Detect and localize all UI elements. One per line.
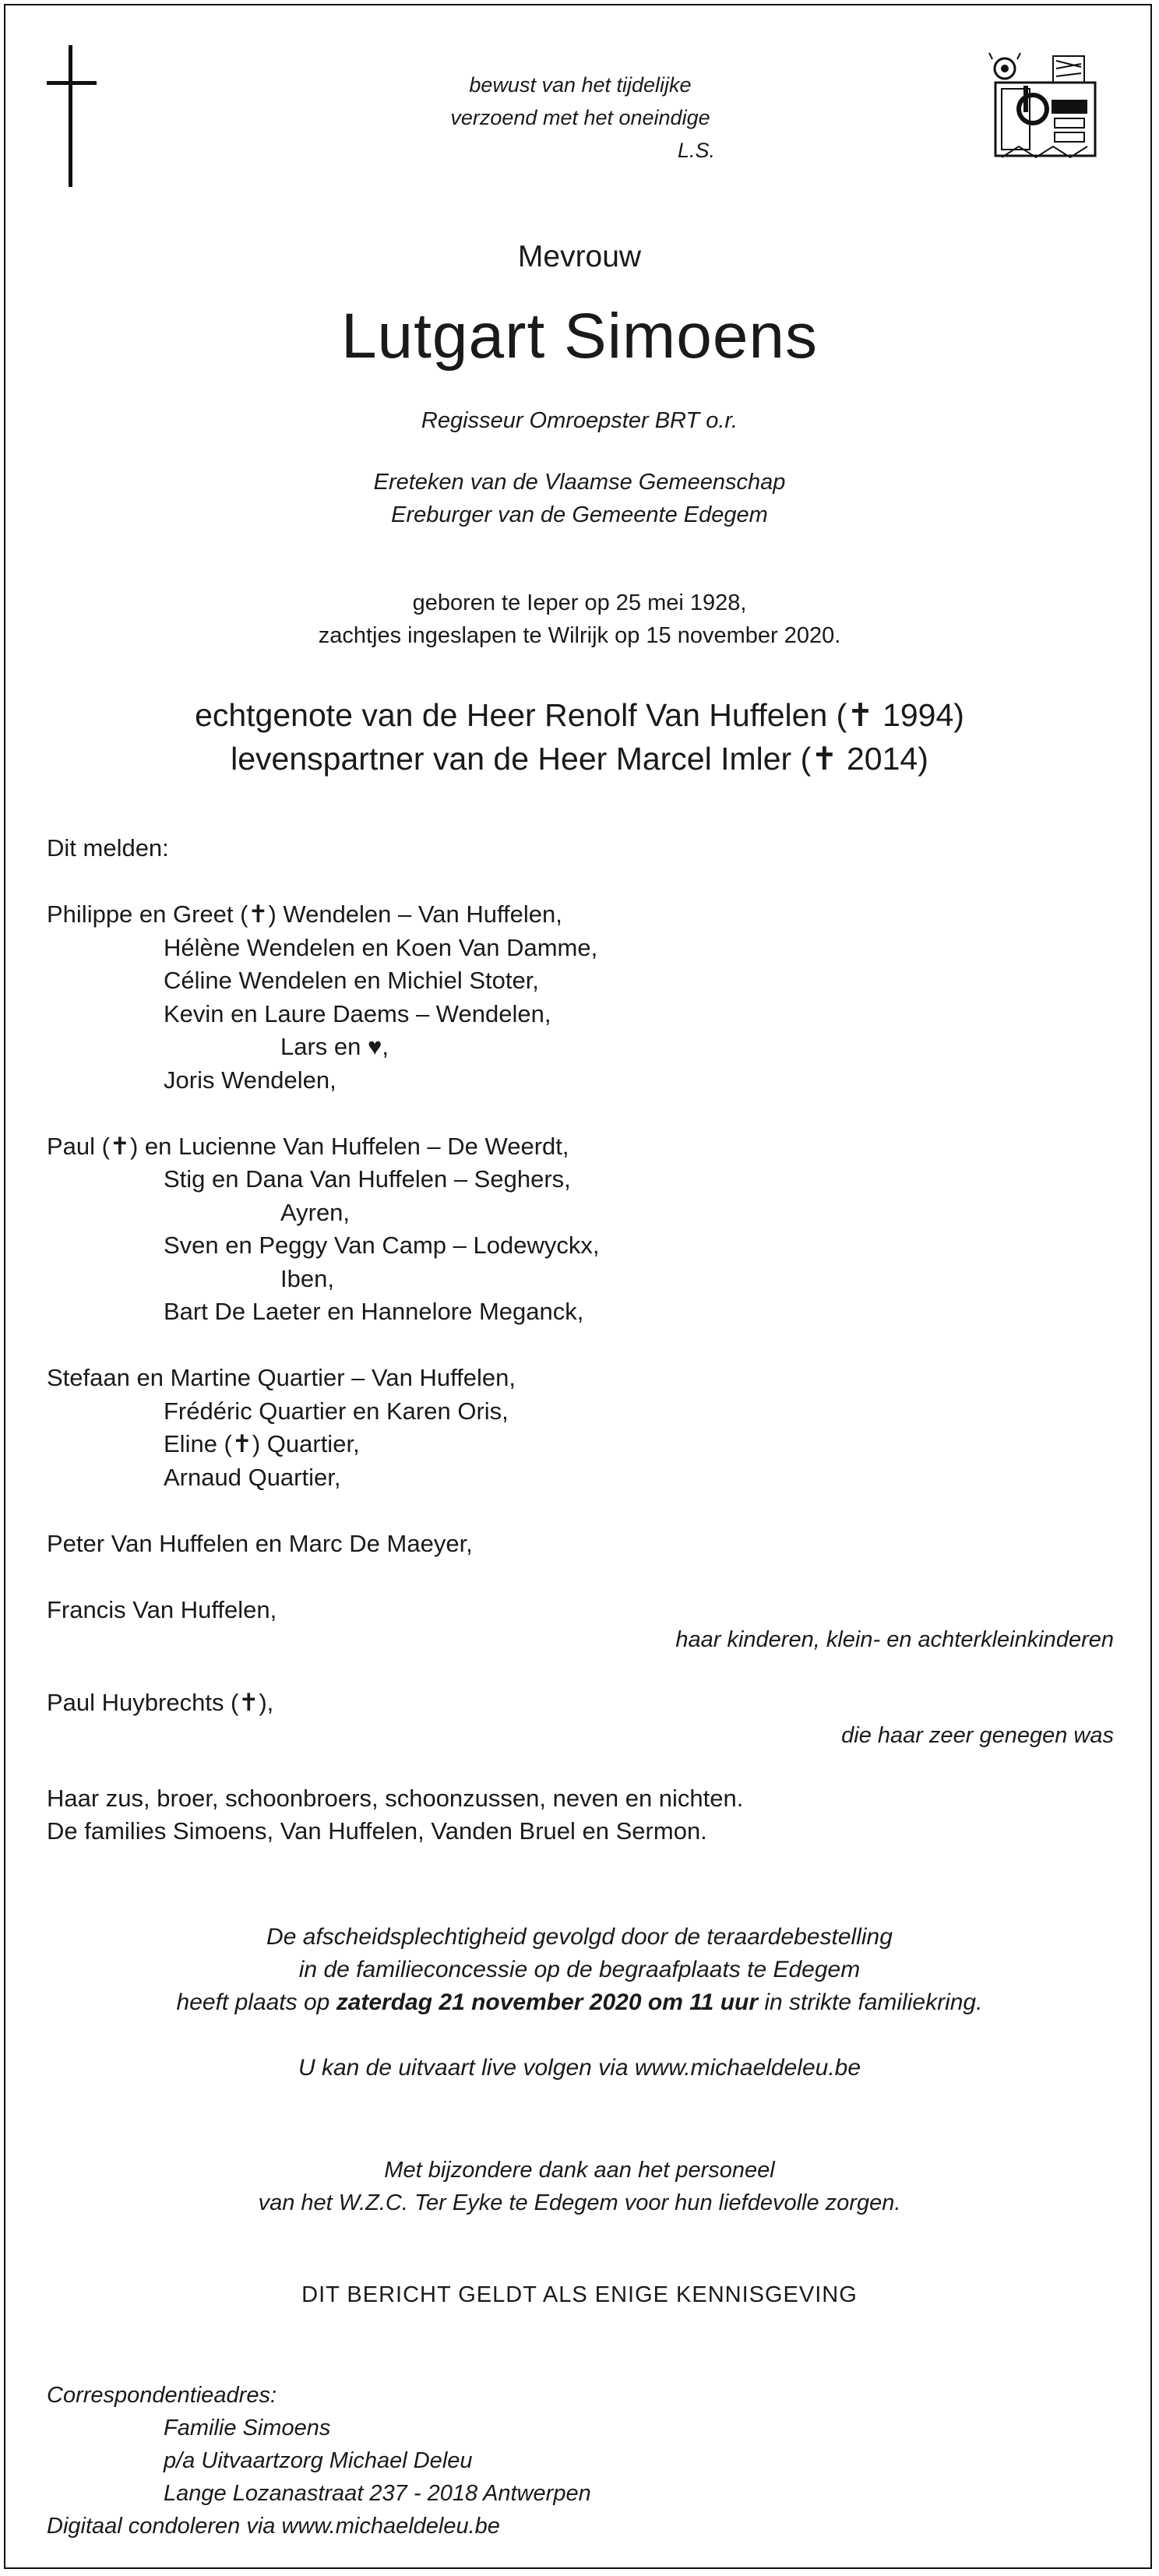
spouses	[0, 693, 1159, 781]
family-member-line: Sven en Peggy Van Camp – Lodewyckx,	[164, 1232, 600, 1259]
relation-children: haar kinderen, klein- en achterkleinkinderen	[675, 1627, 1114, 1652]
family-list	[47, 832, 1114, 1848]
notice: DIT BERICHT GELDT ALS ENIGE KENNISGEVING	[301, 2282, 858, 2307]
thanks-line-1: Met bijzondere dank aan het personeel	[384, 2158, 775, 2183]
family-member-line: Iben,	[280, 1264, 334, 1292]
death-line: zachtjes ingeslapen te Wilrijk op 15 november 2020.	[318, 623, 841, 648]
ceremony-date: zaterdag 21 november 2020 om 11 uur	[336, 1989, 759, 2015]
relation-friend: die haar zeer genegen was	[841, 1723, 1114, 1748]
address-line-1: Familie Simoens	[164, 2416, 331, 2440]
family-member-line: Céline Wendelen en Michiel Stoter,	[164, 967, 539, 994]
brt-logo-icon	[988, 48, 1103, 162]
relatives-line-1: Haar zus, broer, schoonbroers, schoonzussen, neven en nichten.	[47, 1784, 744, 1812]
livestream-line: U kan de uitvaart live volgen via www.michaeldeleu.be	[298, 2055, 861, 2081]
family-member-line: Bart De Laeter en Hannelore Meganck,	[164, 1298, 584, 1325]
friend-line: Paul Huybrechts (✝),	[47, 1688, 274, 1716]
family-member-line: Stig en Dana Van Huffelen – Seghers,	[164, 1165, 571, 1193]
motto-signature: L.S.	[677, 139, 715, 162]
family-member-line: Francis Van Huffelen,	[47, 1595, 277, 1623]
ceremony-post: in strikte familiekring.	[758, 1989, 983, 2015]
correspondence-address	[47, 2379, 826, 2543]
ceremony	[0, 1921, 1159, 2084]
salutation: Mevrouw	[517, 240, 642, 273]
address-heading: Correspondentieadres:	[47, 2383, 277, 2408]
relatives-line-2: De families Simoens, Van Huffelen, Vanden Bruel en Sermon.	[47, 1817, 707, 1845]
life-dates	[0, 587, 1159, 652]
deceased-name: Lutgart Simoens	[340, 301, 819, 372]
family-member-line: Lars en ♥,	[280, 1033, 389, 1060]
thanks-line-2: van het W.Z.C. Ter Eyke te Edegem voor hun liefdevolle zorgen.	[258, 2190, 901, 2215]
family-member-line: Joris Wendelen,	[164, 1066, 336, 1094]
family-member-line: Peter Van Huffelen en Marc De Maeyer,	[47, 1529, 473, 1557]
address-line-3: Lange Lozanastraat 237 - 2018 Antwerpen	[164, 2481, 591, 2506]
family-member-line: Eline (✝) Quartier,	[164, 1430, 360, 1457]
partner-line: levenspartner van de Heer Marcel Imler (✝ 2014)	[231, 741, 928, 777]
motto-line-2: verzoend met het oneindige	[450, 106, 710, 129]
motto	[421, 69, 740, 167]
family-groups	[47, 898, 1114, 1626]
family-member-line: Ayren,	[280, 1198, 351, 1226]
announce-text: Dit melden:	[47, 834, 169, 862]
ceremony-line-3	[0, 1986, 1159, 2019]
motto-line-1: bewust van het tijdelijke	[469, 73, 692, 97]
profession: Regisseur Omroepster BRT o.r.	[421, 408, 738, 433]
thanks	[0, 2154, 1159, 2219]
honours	[0, 466, 1159, 531]
family-member-line: Arnaud Quartier,	[164, 1463, 341, 1491]
address-line-2: p/a Uitvaartzorg Michael Deleu	[164, 2448, 473, 2473]
spouse-line: echtgenote van de Heer Renolf Van Huffelen (✝ 1994)	[195, 697, 964, 733]
honour-2: Ereburger van de Gemeente Edegem	[391, 502, 768, 527]
ceremony-line-1: De afscheidsplechtigheid gevolgd door de teraardebestelling	[266, 1924, 893, 1950]
ceremony-pre: heeft plaats op	[176, 1989, 336, 2015]
family-member-line: Philippe en Greet (✝) Wendelen – Van Huffelen,	[47, 900, 562, 928]
birth-line: geboren te Ieper op 25 mei 1928,	[412, 590, 747, 615]
honour-1: Ereteken van de Vlaamse Gemeenschap	[373, 470, 786, 495]
family-member-line: Hélène Wendelen en Koen Van Damme,	[164, 933, 598, 961]
family-member-line: Kevin en Laure Daems – Wendelen,	[164, 999, 551, 1027]
family-member-line: Stefaan en Martine Quartier – Van Huffelen,	[47, 1364, 516, 1391]
family-member-line: Paul (✝) en Lucienne Van Huffelen – De Weerdt,	[47, 1132, 569, 1160]
ceremony-line-2: in de familieconcessie op de begraafplaats te Edegem	[298, 1957, 861, 1982]
family-member-line: Frédéric Quartier en Karen Oris,	[164, 1397, 509, 1425]
condolence-line: Digitaal condoleren via www.michaeldeleu.be	[47, 2514, 500, 2539]
